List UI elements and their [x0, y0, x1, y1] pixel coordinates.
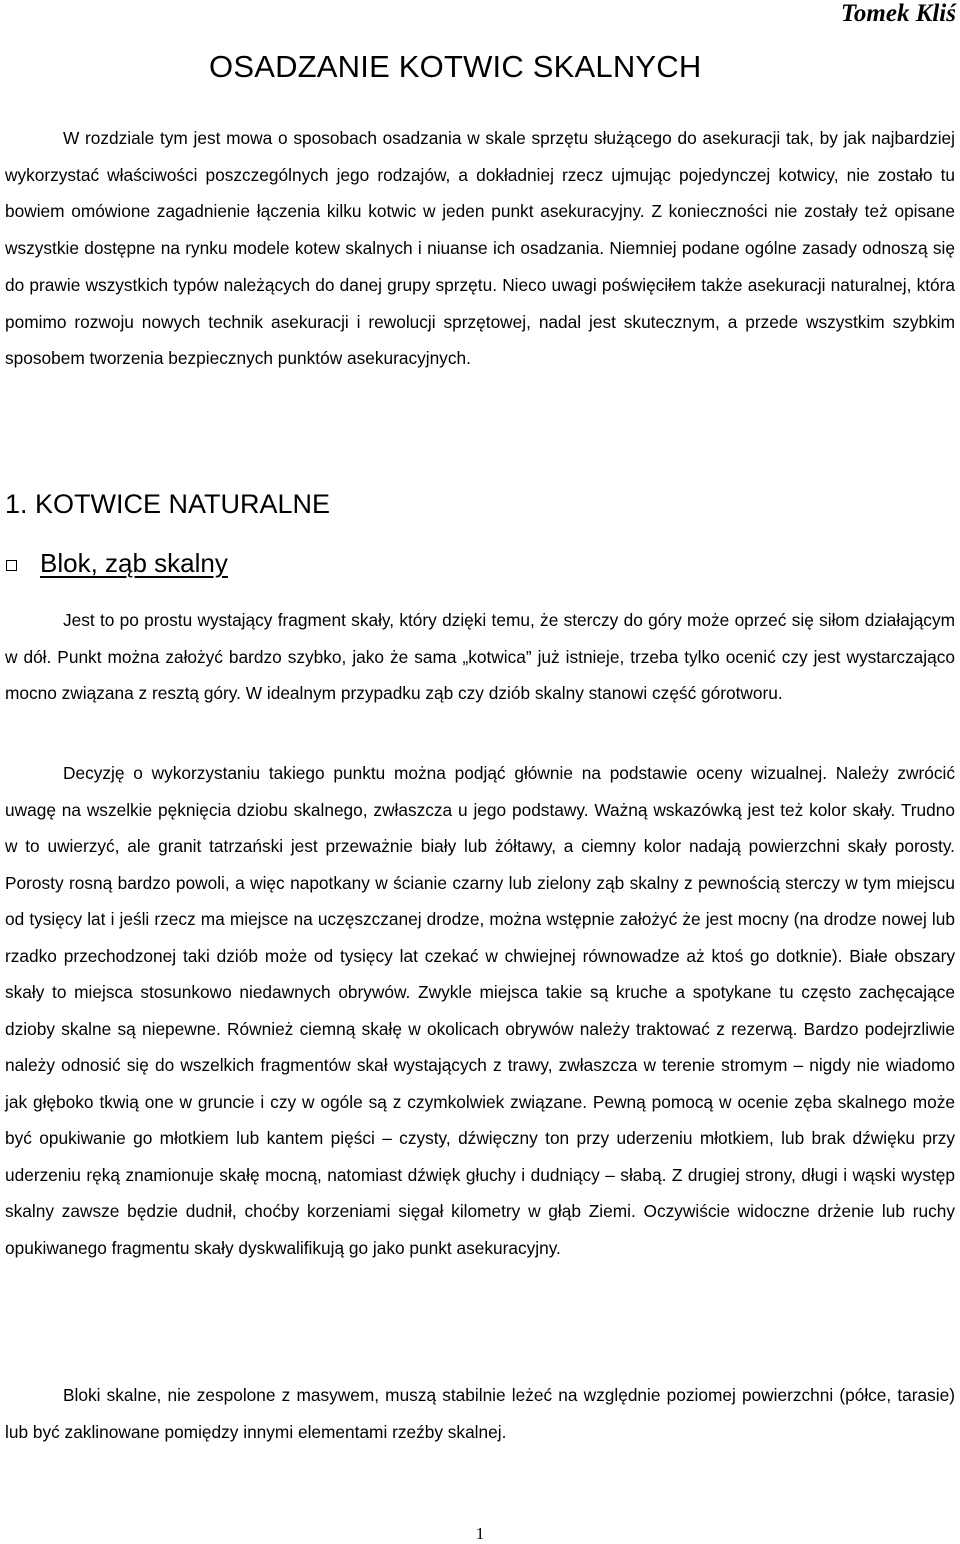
body-paragraph: Decyzję o wykorzystaniu takiego punktu można podjąć głównie na podstawie oceny wizualnej. Należy zwrócić uwagę na wszelkie pęknięcia dziobu skalnego, zwłaszcza u jego podstawy. Ważną wskazówką jest też kolor skały. Trudno w to uwierzyć, ale granit tatrzański jest przeważnie biały lub żółtawy, a ciemny kolor nadają powierzchni skały porosty. Porosty rosną bardzo powoli, a więc napotkany w ścianie czarny lub zielony ząb skalny z pewnością sterczy w tym miejscu od tysięcy lat i jeśli rzecz ma miejsce na uczęszczanej drodze, można wstępnie założyć że jest mocny (na drodze nowej lub rzadko przechodzonej taki dziób może od tysięcy lat czekać w chwiejnej równowadze aż ktoś go dotknie). Białe obszary skały to miejsca stosunkowo niedawnych obrywów. Zwykle miejsca takie są kruche a spotykane tu często zachęcające dzioby skalne są niepewne. Również ciemną skałę w okolicach obrywów należy traktować z rezerwą. Bardzo podejrzliwie należy odnosić się do wszelkich fragmentów skał wystających z trawy, zwłaszcza w terenie stromym – nigdy nie wiadomo jak głęboko tkwią one w gruncie i czy w ogóle są z czymkolwiek związane. Pewną pomocą w ocenie zęba skalnego może być opukiwanie go młotkiem lub kantem pięści – czysty, dźwięczny ton przy uderzeniu młotkiem, lub brak dźwięku przy uderzeniu ręką znamionuje skałę mocną, natomiast dźwięk głuchy i dudniący – słabą. Z drugiej strony, długi i wąski występ skalny zawsze będzie dudnił, choćby korzeniami sięgał kilometry w głąb Ziemi. Oczywiście widoczne drżenie lub ruchy opukiwanego fragmentu skały dyskwalifikują go jako punkt asekuracyjny.	[5, 763, 955, 1258]
document-title: OSADZANIE KOTWIC SKALNYCH	[209, 49, 702, 84]
subsection-heading	[5, 544, 228, 582]
checkbox-bullet-icon	[6, 560, 17, 571]
author-name: Tomek Kliś	[840, 0, 956, 27]
body-paragraph: Bloki skalne, nie zespolone z masywem, muszą stabilnie leżeć na względnie poziomej powierzchni (półce, tarasie) lub być zaklinowane pomiędzy innymi elementami rzeźby skalnej.	[5, 1385, 955, 1442]
subsection-heading-text: Blok, ząb skalny	[40, 548, 228, 578]
intro-paragraph: W rozdziale tym jest mowa o sposobach osadzania w skale sprzętu służącego do asekuracji tak, by jak najbardziej wykorzystać właściwości poszczególnych jego rodzajów, a dokładniej rzecz ujmując pojedynczej kotwicy, nie zostało tu bowiem omówione zagadnienie łączenia kilku kotwic w jeden punkt asekuracyjny. Z konieczności nie zostały też opisane wszystkie dostępne na rynku modele kotew skalnych i niuanse ich osadzania. Niemniej podane ogólne zasady odnoszą się do prawie wszystkich typów należących do danej grupy sprzętu. Nieco uwagi poświęciłem także asekuracji naturalnej, która pomimo rozwoju nowych technik asekuracji i rewolucji sprzętowej, nadal jest skutecznym, a przede wszystkim szybkim sposobem tworzenia bezpiecznych punktów asekuracyjnych.	[5, 128, 955, 369]
section-heading: 1. KOTWICE NATURALNE	[5, 489, 331, 519]
body-paragraph: Jest to po prostu wystający fragment skały, który dzięki temu, że sterczy do góry może oprzeć się siłom działającym w dół. Punkt można założyć bardzo szybko, jako że sama „kotwica” już istnieje, trzeba tylko ocenić czy jest wystarczająco mocno związana z resztą góry. W idealnym przypadku ząb czy dziób skalny stanowi część górotworu.	[5, 610, 955, 703]
page-number: 1	[475, 1524, 485, 1543]
